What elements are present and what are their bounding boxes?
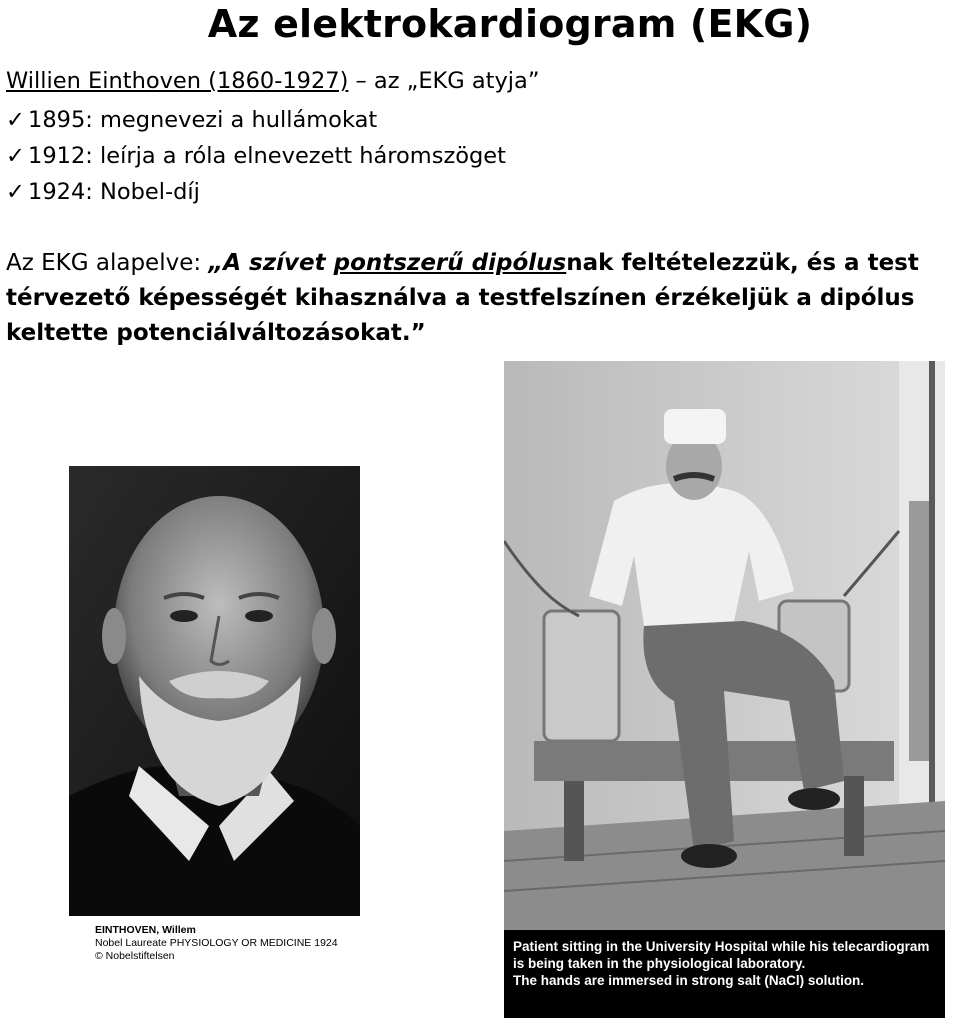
check-item-1924 bbox=[6, 179, 200, 205]
patient-caption bbox=[504, 930, 945, 1018]
quote-close: ” bbox=[410, 320, 426, 346]
principle-lead: Az EKG alapelve: bbox=[6, 250, 209, 276]
patient-ekg-photo bbox=[504, 361, 945, 930]
principle-rest: nak feltételezzük, és a test térvezető képességét kihasználva a testfelszínen érzékeljük a dipólus keltette potenciálváltozásokat. bbox=[6, 250, 919, 346]
page-title: Az elektrokardiogram (EKG) bbox=[207, 2, 813, 46]
quote-open: „A szívet bbox=[208, 250, 334, 276]
check-text: 1895: megnevezi a hullámokat bbox=[28, 107, 378, 133]
einthoven-name: Willien Einthoven (1860-1927) bbox=[6, 68, 349, 94]
checkmark-icon: ✓ bbox=[6, 143, 25, 169]
portrait-caption-copyright: © Nobelstiftelsen bbox=[95, 950, 175, 962]
dipole-term: pontszerű dipólus bbox=[333, 250, 567, 276]
check-text: 1912: leírja a róla elnevezett háromszöget bbox=[28, 143, 506, 169]
check-item-1912 bbox=[6, 143, 506, 169]
portrait-caption bbox=[69, 916, 360, 966]
intro-suffix: – az „EKG atyja” bbox=[348, 68, 540, 94]
einthoven-portrait-photo bbox=[69, 466, 360, 916]
portrait-caption-prize: Nobel Laureate PHYSIOLOGY OR MEDICINE 1924 bbox=[95, 937, 338, 949]
patient-caption-line2: is being taken in the physiological laboratory. bbox=[513, 956, 806, 971]
checkmark-icon: ✓ bbox=[6, 107, 25, 133]
portrait-caption-name: EINTHOVEN, Willem bbox=[95, 924, 196, 936]
intro-line bbox=[6, 68, 540, 94]
patient-caption-line3: The hands are immersed in strong salt (NaCl) solution. bbox=[513, 973, 865, 988]
checkmark-icon: ✓ bbox=[6, 179, 25, 205]
check-item-1895 bbox=[6, 107, 377, 133]
ekg-principle-paragraph bbox=[6, 246, 960, 351]
check-text: 1924: Nobel-díj bbox=[28, 179, 200, 205]
patient-caption-line1: Patient sitting in the University Hospital while his telecardiogram bbox=[513, 939, 930, 954]
